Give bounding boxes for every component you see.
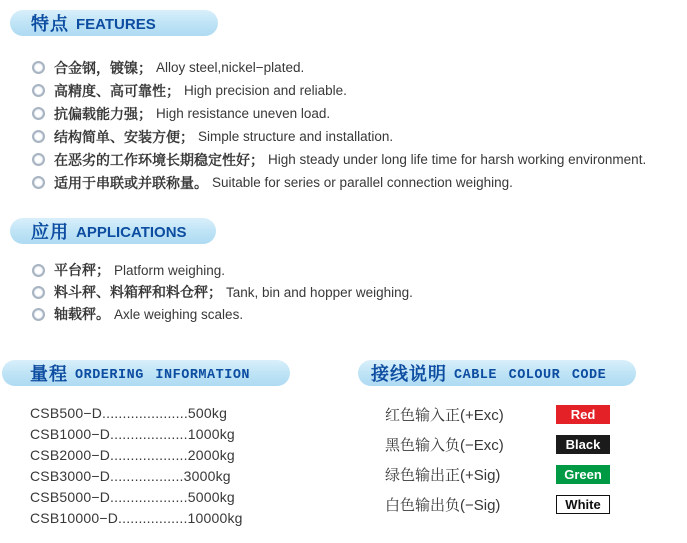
capacity-value: 5000kg (187, 488, 235, 505)
capacity-value: 2000kg (187, 446, 235, 463)
feature-text-en: High steady under long life time for harsh working environment. (268, 152, 647, 167)
feature-text-zh: 在恶劣的工作环境长期稳定性好； (54, 151, 264, 168)
cable-label: 绿色输出正(+Sig) (385, 466, 501, 484)
feature-item (32, 148, 646, 171)
applications-title-zh: 应用 (31, 222, 69, 242)
cable-label: 白色输出负(−Sig) (385, 496, 501, 514)
ring-bullet-icon (32, 61, 45, 74)
ring-bullet-icon (32, 286, 45, 299)
model-number: CSB10000−D (30, 509, 119, 526)
capacity-value: 1000kg (187, 425, 235, 442)
cable-title-zh: 接线说明 (371, 364, 447, 384)
applications-list (32, 259, 413, 325)
ordering-section-header (2, 360, 290, 386)
application-text-zh: 轴载秤。 (54, 306, 110, 322)
cable-row (385, 489, 610, 519)
feature-item (32, 171, 646, 194)
feature-text-en: Suitable for series or parallel connection weighing. (212, 175, 513, 190)
ring-bullet-icon (32, 153, 45, 166)
feature-text-zh: 合金钢，镀镍； (54, 59, 152, 76)
features-title-en: FEATURES (76, 15, 156, 33)
cable-label: 黑色输入负(−Exc) (385, 436, 504, 454)
dot-leader: .................. (110, 467, 184, 484)
ring-bullet-icon (32, 308, 45, 321)
color-swatch-white: White (556, 495, 610, 514)
feature-text-zh: 抗偏载能力强； (54, 105, 152, 122)
feature-text-en: Simple structure and installation. (198, 129, 394, 144)
cable-colour-table (385, 399, 610, 519)
ring-bullet-icon (32, 130, 45, 143)
ordering-row (30, 423, 243, 444)
features-section-header (10, 10, 218, 36)
model-number: CSB3000−D (30, 467, 111, 484)
capacity-value: 500kg (187, 404, 228, 421)
ring-bullet-icon (32, 264, 45, 277)
model-number: CSB1000−D (30, 425, 111, 442)
ordering-row (30, 465, 243, 486)
model-number: CSB500−D (30, 404, 103, 421)
feature-text-en: High resistance uneven load. (156, 106, 331, 121)
application-text-zh: 平台秤； (54, 262, 110, 278)
feature-item (32, 102, 646, 125)
feature-text-zh: 结构简单、安装方便； (54, 128, 194, 145)
feature-item (32, 125, 646, 148)
feature-text-zh: 高精度、高可靠性； (54, 82, 180, 99)
capacity-value: 10000kg (187, 509, 243, 526)
dot-leader: ................. (118, 509, 188, 526)
cable-title-en: CABLE COLOUR CODE (454, 367, 607, 383)
ring-bullet-icon (32, 84, 45, 97)
cable-row (385, 429, 610, 459)
model-number: CSB2000−D (30, 446, 111, 463)
features-list (32, 56, 646, 194)
ordering-row (30, 444, 243, 465)
ordering-title-en: ORDERING INFORMATION (75, 367, 251, 383)
ring-bullet-icon (32, 176, 45, 189)
ordering-list (30, 402, 243, 528)
features-title-zh: 特点 (31, 14, 69, 34)
application-text-en: Platform weighing. (114, 262, 226, 278)
feature-text-en: High precision and reliable. (184, 83, 347, 98)
application-item (32, 303, 413, 325)
dot-leader: ................... (110, 425, 188, 442)
ordering-row (30, 486, 243, 507)
color-swatch-black: Black (556, 435, 610, 454)
ordering-row (30, 507, 243, 528)
cable-label: 红色输入正(+Exc) (385, 406, 504, 424)
cable-row (385, 399, 610, 429)
cable-row (385, 459, 610, 489)
application-text-en: Axle weighing scales. (114, 306, 244, 322)
ordering-row (30, 402, 243, 423)
dot-leader: ................... (110, 488, 188, 505)
dot-leader: ................... (110, 446, 188, 463)
applications-title-en: APPLICATIONS (76, 223, 187, 241)
ordering-title-zh: 量程 (30, 364, 68, 384)
color-swatch-red: Red (556, 405, 610, 424)
feature-item (32, 56, 646, 79)
feature-text-en: Alloy steel,nickel−plated. (156, 60, 305, 75)
dot-leader: ..................... (102, 404, 188, 421)
feature-text-zh: 适用于串联或并联称量。 (54, 174, 208, 191)
cable-section-header (358, 360, 636, 386)
application-item (32, 281, 413, 303)
applications-section-header (10, 218, 216, 244)
feature-item (32, 79, 646, 102)
capacity-value: 3000kg (183, 467, 231, 484)
model-number: CSB5000−D (30, 488, 111, 505)
application-text-en: Tank, bin and hopper weighing. (226, 284, 413, 300)
ring-bullet-icon (32, 107, 45, 120)
color-swatch-green: Green (556, 465, 610, 484)
application-text-zh: 料斗秤、料箱秤和料仓秤； (54, 284, 222, 300)
application-item (32, 259, 413, 281)
